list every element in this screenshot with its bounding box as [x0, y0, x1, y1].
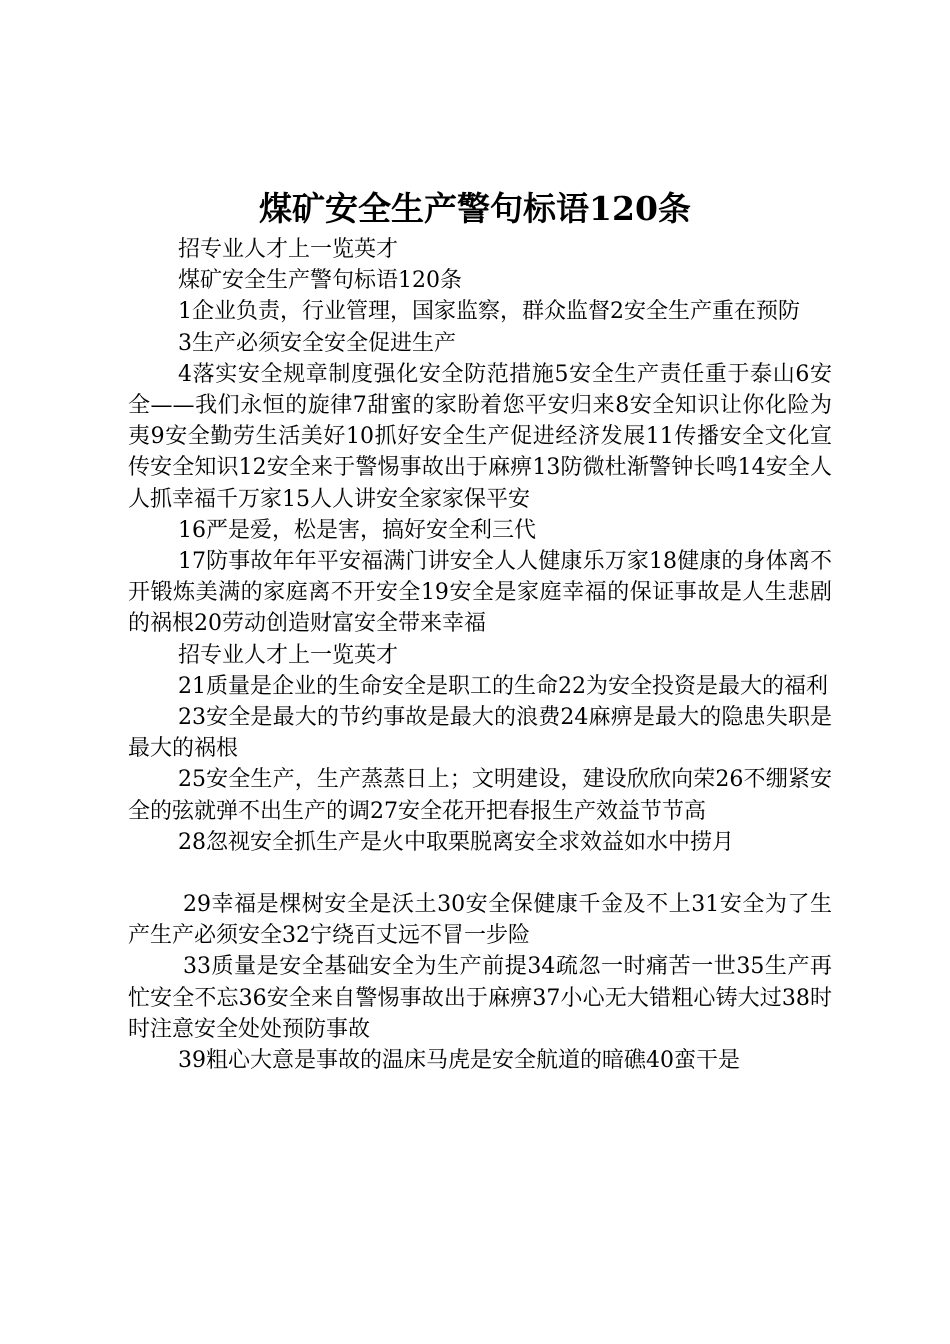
paragraph-subtitle: 煤矿安全生产警句标语120条: [178, 268, 462, 294]
paragraph-slogans-17-20: 17防事故年年平安福满门讲安全人人健康乐万家18健康的身体离不开锻炼美满的家庭离不开安全19安全是家庭幸福的保证事故是人生悲剧的祸根20劳动创造财富安全带来幸福: [128, 549, 832, 637]
paragraph-slogan-28: 28忽视安全抓生产是火中取栗脱离安全求效益如水中捞月: [178, 829, 734, 855]
paragraph-slogans-1-2: 1企业负责，行业管理，国家监察，群众监督2安全生产重在预防: [178, 299, 800, 325]
paragraph-recruit-banner-1: 招专业人才上一览英才: [178, 237, 399, 262]
paragraph-recruit-banner-2: 招专业人才上一览英才: [178, 642, 399, 668]
paragraph-slogans-4-15: 4落实安全规章制度强化安全防范措施5安全生产责任重于泰山6安全——我们永恒的旋律7甜蜜的家盼着您平安归来8安全知识让你化险为夷9安全勤劳生活美好10抓好安全生产促进经济发展11传播安全文化宣传安全知识12安全来于警惕事故出于麻痹13防微杜渐警钟长鸣14安全人人抓幸福千万家15人人讲安全家家保平安: [128, 361, 832, 512]
document-body: [128, 234, 832, 1076]
paragraph-slogans-23-24: 23安全是最大的节约事故是最大的浪费24麻痹是最大的隐患失职是最大的祸根: [128, 705, 832, 762]
paragraph-slogans-33-38: 33质量是安全基础安全为生产前提34疏忽一时痛苦一世35生产再忙安全不忘36安全来自警惕事故出于麻痹37小心无大错粗心铸大过38时时注意安全处处预防事故: [128, 954, 832, 1042]
paragraph-slogan-16: 16严是爱，松是害，搞好安全利三代: [178, 517, 536, 543]
paragraph-slogan-3: 3生产必须安全安全促进生产: [178, 330, 456, 356]
document-title: 煤矿安全生产警句标语120条: [259, 189, 691, 228]
paragraph-slogans-25-27: 25安全生产，生产蒸蒸日上；文明建设，建设欣欣向荣26不绷紧安全的弦就弹不出生产的调27安全花开把春报生产效益节节高: [128, 767, 832, 824]
paragraph-slogans-21-22: 21质量是企业的生命安全是职工的生命22为安全投资是最大的福利: [178, 673, 828, 699]
paragraph-slogans-29-32: 29幸福是棵树安全是沃土30安全保健康千金及不上31安全为了生产生产必须安全32宁绕百丈远不冒一步险: [128, 892, 832, 949]
paragraph-slogans-39-40: 39粗心大意是事故的温床马虎是安全航道的暗礁40蛮干是: [178, 1048, 740, 1074]
